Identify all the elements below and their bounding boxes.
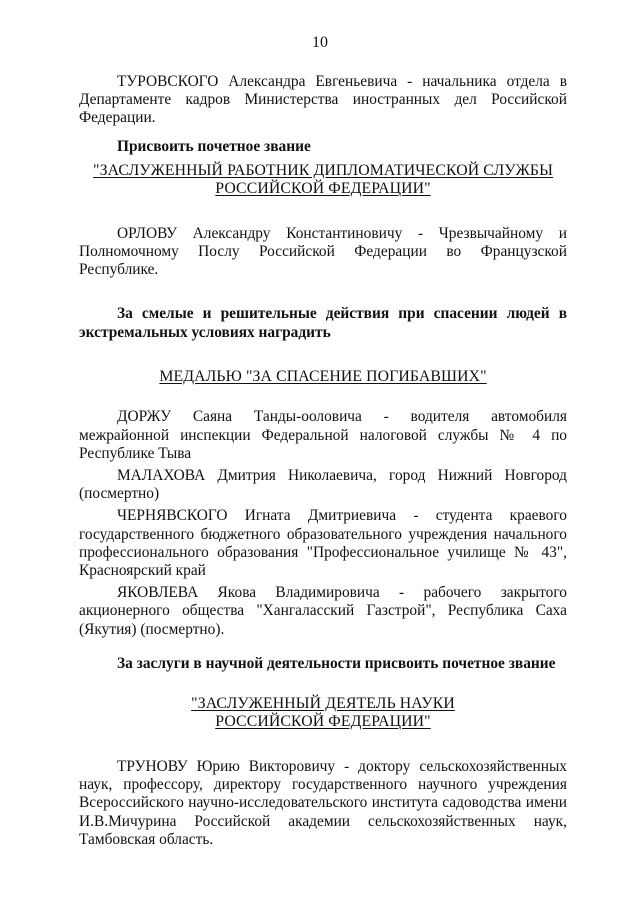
- award-entry-malakhov: МАЛАХОВА Дмитрия Николаевича, город Нижний Новгород (посмертно): [79, 466, 567, 503]
- medal-title-rescue: МЕДАЛЬЮ "ЗА СПАСЕНИЕ ПОГИБАВШИХ": [159, 367, 487, 385]
- award-title-diplomatic-service: [79, 162, 567, 199]
- award-title-science-line1: "ЗАСЛУЖЕННЫЙ ДЕЯТЕЛЬ НАУКИ: [191, 694, 455, 712]
- award-title-science: [79, 695, 567, 732]
- award-instruction-science: За заслуги в научной деятельности присвоить почетное звание: [117, 654, 556, 672]
- award-title-diplomatic-line1: "ЗАСЛУЖЕННЫЙ РАБОТНИК ДИПЛОМАТИЧЕСКОЙ СЛУЖБЫ: [93, 161, 553, 179]
- award-entry-dorzhu: ДОРЖУ Саяна Танды-ооловича - водителя автомобиля межрайонной инспекции Федеральной налоговой службы № 4 по Республике Тыва: [79, 408, 567, 462]
- award-instruction-rescue: За смелые и решительные действия при спасении людей в экстремальных условиях наградить: [79, 305, 567, 341]
- award-entry-trunov: ТРУНОВУ Юрию Викторовичу - доктору сельскохозяйственных наук, профессору, директору государственного научного учреждения Всероссийского научно-исследовательского института садоводства имени И.В.Мичурина Российской академии сельскохозяйственных наук, Тамбовская область.: [79, 757, 567, 848]
- document-body: [79, 73, 567, 849]
- award-title-science-line2: РОССИЙСКОЙ ФЕДЕРАЦИИ": [215, 713, 431, 731]
- award-entry-yakovlev: ЯКОВЛЕВА Якова Владимировича - рабочего закрытого акционерного общества "Хангаласский Газстрой", Республика Саха (Якутия) (посмертно).: [79, 584, 567, 638]
- award-instruction-title: Присвоить почетное звание: [117, 137, 311, 155]
- page-number: 10: [312, 34, 328, 51]
- award-entry-orlov: ОРЛОВУ Александру Константиновичу - Чрезвычайному и Полномочному Послу Российской Федерации во Французской Республике.: [79, 224, 567, 279]
- award-entry-chernyavsky: ЧЕРНЯВСКОГО Игната Дмитриевича - студента краевого государственного бюджетного образовательного учреждения начального профессионального образования "Профессиональное училище № 43", Красноярский край: [79, 507, 567, 579]
- award-title-diplomatic-line2: РОССИЙСКОЙ ФЕДЕРАЦИИ": [215, 180, 431, 198]
- award-entry-turovsky: ТУРОВСКОГО Александра Евгеньевича - начальника отдела в Департаменте кадров Министерства иностранных дел Российской Федерации.: [79, 73, 567, 127]
